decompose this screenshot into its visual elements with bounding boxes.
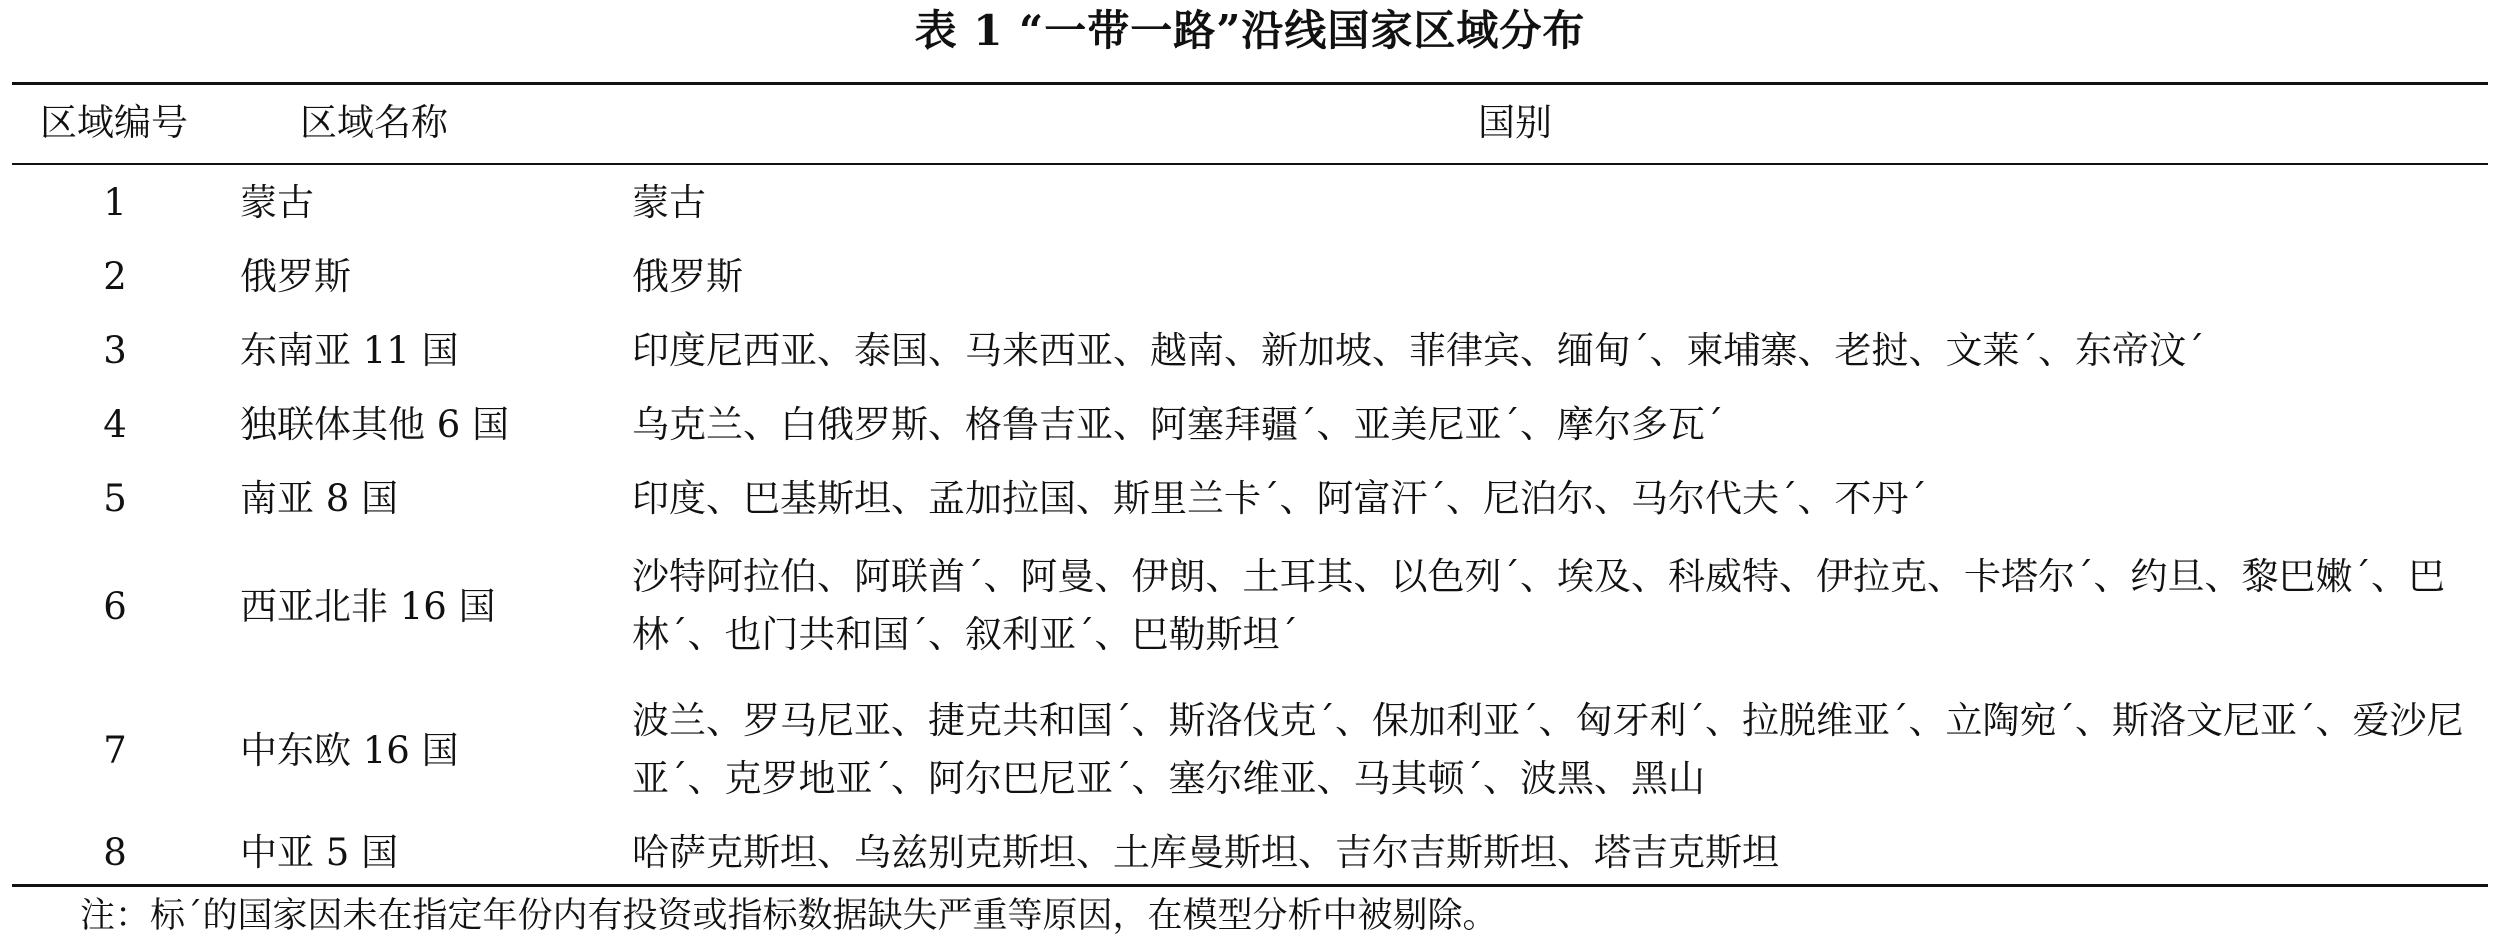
table-header-rule [12,163,2488,165]
row-1-name: 蒙古 [240,181,314,224]
header-countries: 国别 [1478,101,1552,144]
header-region-number: 区域编号 [40,101,188,144]
row-4-countries: 乌克兰、白俄罗斯、格鲁吉亚、阿塞拜疆´、亚美尼亚´、摩尔多瓦´ [632,403,1724,446]
row-3-name: 东南亚 11 国 [240,329,459,372]
row-1-number: 1 [103,181,127,224]
row-8-name: 中亚 5 国 [240,831,399,874]
row-6-number: 6 [103,585,127,628]
row-7-countries: 波兰、罗马尼亚、捷克共和国´、斯洛伐克´、保加利亚´、匈牙利´、拉脱维亚´、立陶宛´、斯洛文尼亚´、爱沙尼亚´、克罗地亚´、阿尔巴尼亚´、塞尔维亚、马其顿´、波黑、黑山 [632,699,2464,800]
row-7-name: 中东欧 16 国 [240,729,459,772]
row-5-name: 南亚 8 国 [240,477,399,520]
row-5-countries: 印度、巴基斯坦、孟加拉国、斯里兰卡´、阿富汗´、尼泊尔、马尔代夫´、不丹´ [632,477,1927,520]
row-6-name: 西亚北非 16 国 [240,585,496,628]
row-8-number: 8 [103,831,127,874]
row-4-number: 4 [103,403,127,446]
row-3-number: 3 [103,329,127,372]
row-6-countries: 沙特阿拉伯、阿联酋´、阿曼、伊朗、土耳其、以色列´、埃及、科威特、伊拉克、卡塔尔´、约旦、黎巴嫩´、巴林´、也门共和国´、叙利亚´、巴勒斯坦´ [632,555,2445,656]
row-7-number: 7 [103,729,127,772]
table-bottom-rule [12,884,2488,887]
header-region-name: 区域名称 [300,101,448,144]
row-5-number: 5 [103,477,127,520]
row-8-countries: 哈萨克斯坦、乌兹别克斯坦、土库曼斯坦、吉尔吉斯斯坦、塔吉克斯坦 [632,831,1779,874]
table-top-rule [12,82,2488,85]
table-title: 表 1 “一带一路”沿线国家区域分布 [914,6,1586,55]
table-footnote: 注：标´的国家因未在指定年份内有投资或指标数据缺失严重等原因，在模型分析中被剔除。 [80,896,1498,936]
row-3-countries: 印度尼西亚、泰国、马来西亚、越南、新加坡、菲律宾、缅甸´、柬埔寨、老挝、文莱´、东帝汶´ [632,329,2205,372]
row-2-countries: 俄罗斯 [632,255,743,298]
row-1-countries: 蒙古 [632,181,706,224]
row-2-number: 2 [103,255,127,298]
row-4-name: 独联体其他 6 国 [240,403,510,446]
row-2-name: 俄罗斯 [240,255,351,298]
